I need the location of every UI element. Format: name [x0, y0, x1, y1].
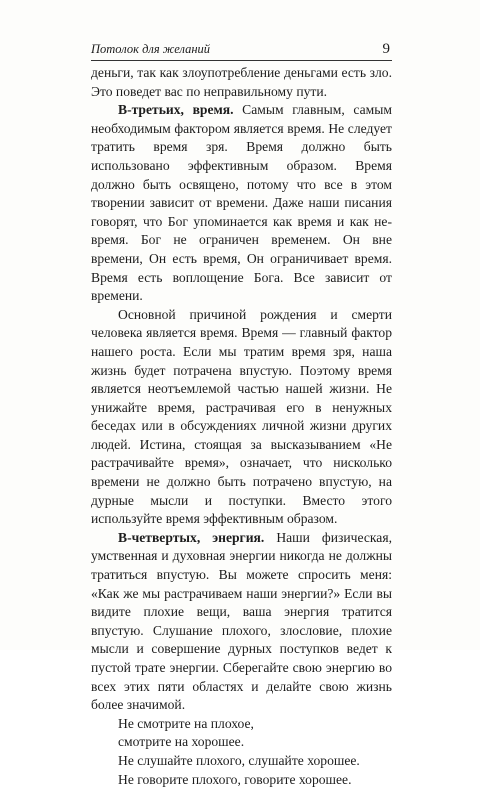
lead-energy: В-четвертых, энергия.	[118, 529, 265, 545]
paragraph-time	[91, 101, 392, 306]
page-body	[91, 64, 392, 789]
paragraph-time-text: Самым главным, самым необходимым фактором является время. Не следует тратить время зря. Время должно быть использовано эффективным образом. Время должно быть освящено, потому что все в этом творении зависит от времени. Даже наши писания говорят, что Бог упоминается как время и как не-время. Бог не ограничен временем. Он вне времени, Он есть время, Он ограничивает время. Время есть воплощение Бога. Все зависит от времени.	[91, 102, 393, 304]
paragraph-energy	[91, 529, 392, 715]
verse-line: Не смотрите на плохое,	[118, 715, 254, 731]
paragraph-time-cause: Основной причиной рождения и смерти человека является время. Время — главный фактор нашего роста. Если мы тратим время зря, наша жизнь будет потрачена впустую. Поэтому время является неотъемлемой частью нашей жизни. Не унижайте время, растрачивая его в ненужных беседах или в обсуждениях личной жизни других людей. Истина, стоящая за высказыванием «Не растрачивайте время», означает, что нисколько времени не должно быть потрачено впустую, на дурные мысли и поступки. Вместо этого используйте время эффективным образом.	[91, 306, 392, 527]
verse-line: Не говорите плохого, говорите хорошее.	[118, 771, 352, 787]
page-header	[91, 38, 392, 61]
paragraph-continuation: деньги, так как злоупотребление деньгами есть зло. Это поведет вас по неправильному пути.	[91, 65, 392, 99]
paragraph-energy-text: Наши физическая, умственная и духовная энергии никогда не должны тратиться впустую. Вы можете спросить меня: «Как же мы растрачиваем наши энергии?» Если вы видите плохие вещи, ваша энергия тратится впустую. Слушание плохого, злословие, плохие мысли и совершение дурных поступков ведет к пустой трате энергии. Сберегайте свою энергию во всех этих пяти областях и делайте свою жизнь более значимой.	[91, 529, 392, 713]
lead-time: В-третьих, время.	[118, 102, 234, 118]
page-number: 9	[382, 41, 390, 57]
verse-line: смотрите на хорошее.	[118, 734, 245, 750]
running-title: Потолок для желаний	[91, 42, 211, 56]
verse-line: Не слушайте плохого, слушайте хорошее.	[118, 752, 360, 768]
